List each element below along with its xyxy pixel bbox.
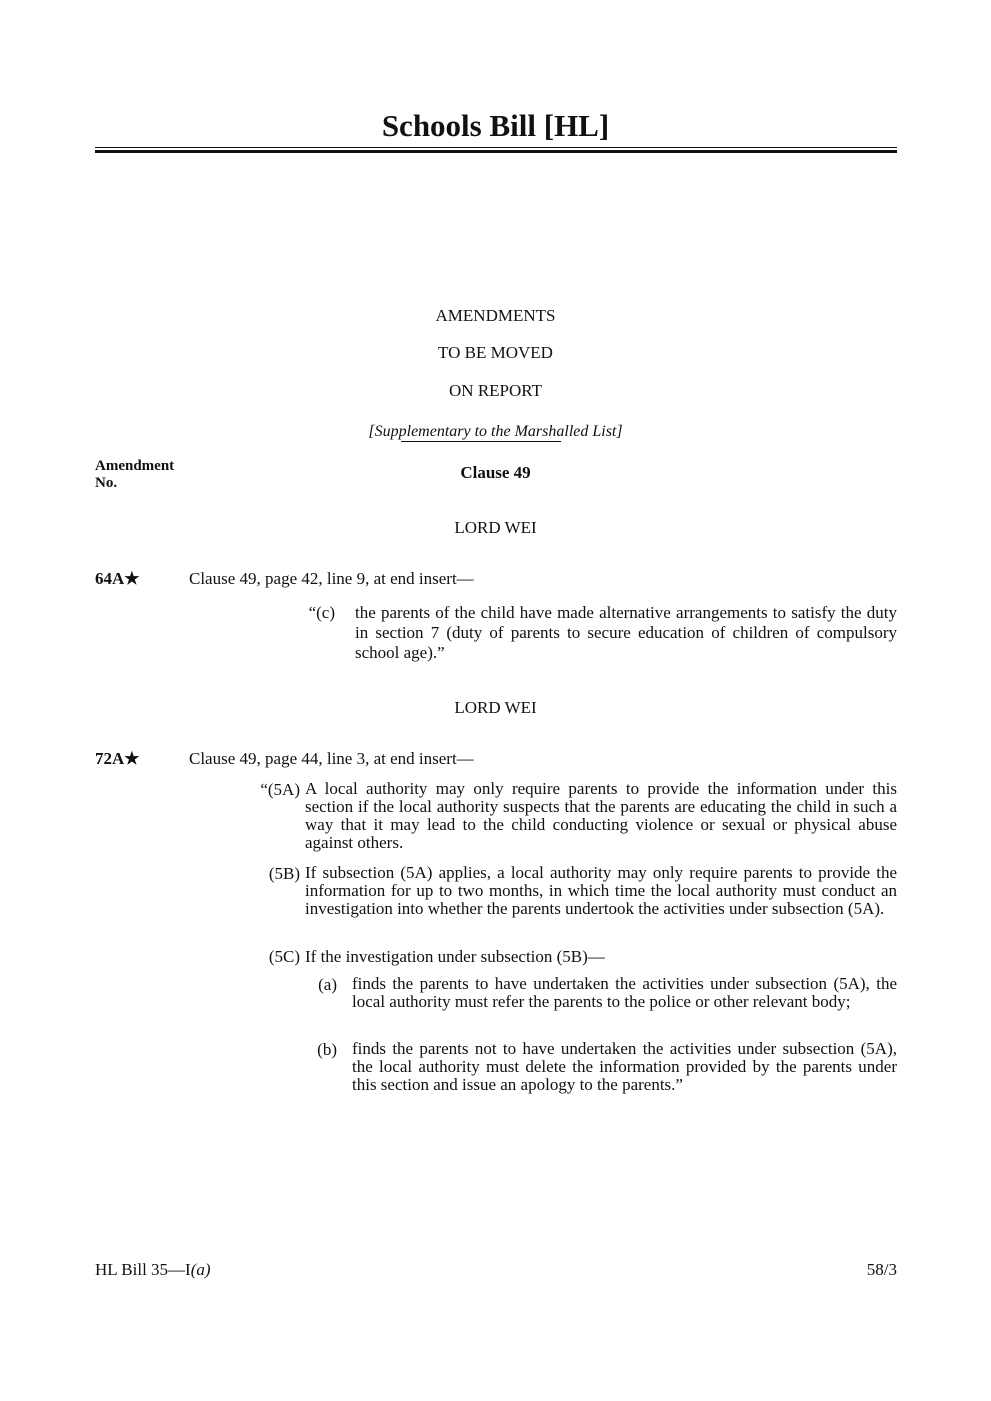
subsection-text: If subsection (5A) applies, a local authority may only require parents to provide the information for up to two months, in which time the local authority must conduct an investigation into whether the parents undertook the activities under subsection (5A).: [305, 863, 897, 918]
subsection-text: If the investigation under subsection (5B)—: [305, 947, 605, 966]
amendment-label: Amendment: [95, 458, 175, 474]
page-reference: 58/3: [866, 1260, 897, 1279]
subsection-text: A local authority may only require parents to provide the information under this section if the local authority suspects that the parents are educating the child in such a way that it may lead to the child conducting violence or sexual or physical abuse against others.: [305, 779, 897, 852]
amendment-number: 72A★: [95, 749, 140, 768]
member-name: LORD WEI: [454, 518, 537, 537]
no-label: No.: [95, 475, 118, 491]
subsection-label: (5C): [268, 947, 300, 966]
amendment-intro: Clause 49, page 42, line 9, at end insert—: [189, 569, 474, 588]
supplementary-note: [Supplementary to the Marshalled List]: [368, 423, 623, 440]
bill-reference: [95, 1260, 211, 1280]
para-label: “(c): [308, 603, 335, 622]
clause-heading: Clause 49: [460, 463, 531, 482]
heading-line-2: TO BE MOVED: [438, 343, 553, 362]
para-label: (b): [317, 1040, 337, 1059]
heading-line-3: ON REPORT: [449, 381, 542, 400]
member-name: LORD WEI: [454, 698, 537, 717]
para-text: finds the parents not to have undertaken the activities under subsection (5A), the local authority must delete the information provided by the parents under this section and issue an apology to the parents.”: [352, 1039, 897, 1094]
amendment-intro: Clause 49, page 44, line 3, at end insert—: [189, 749, 474, 768]
bill-ref: HL Bill 35—I: [95, 1260, 191, 1279]
title-rule-thick: [95, 150, 897, 153]
subsection-label: (5B): [268, 864, 300, 883]
para-text: the parents of the child have made alternative arrangements to satisfy the duty in section 7 (duty of parents to secure education of children of compulsory school age).”: [355, 603, 897, 662]
underline-mark: [401, 441, 561, 442]
title-rule-thin: [95, 147, 897, 148]
para-label: (a): [318, 975, 337, 994]
bill-title: Schools Bill [HL]: [381, 108, 610, 143]
para-text: finds the parents to have undertaken the activities under subsection (5A), the local authority must refer the parents to the police or other relevant body;: [352, 974, 897, 1011]
heading-line-1: AMENDMENTS: [435, 306, 556, 325]
amendment-number: 64A★: [95, 569, 140, 588]
subsection-label: “(5A): [260, 780, 300, 799]
bill-ref-suffix: (a): [190, 1260, 211, 1279]
